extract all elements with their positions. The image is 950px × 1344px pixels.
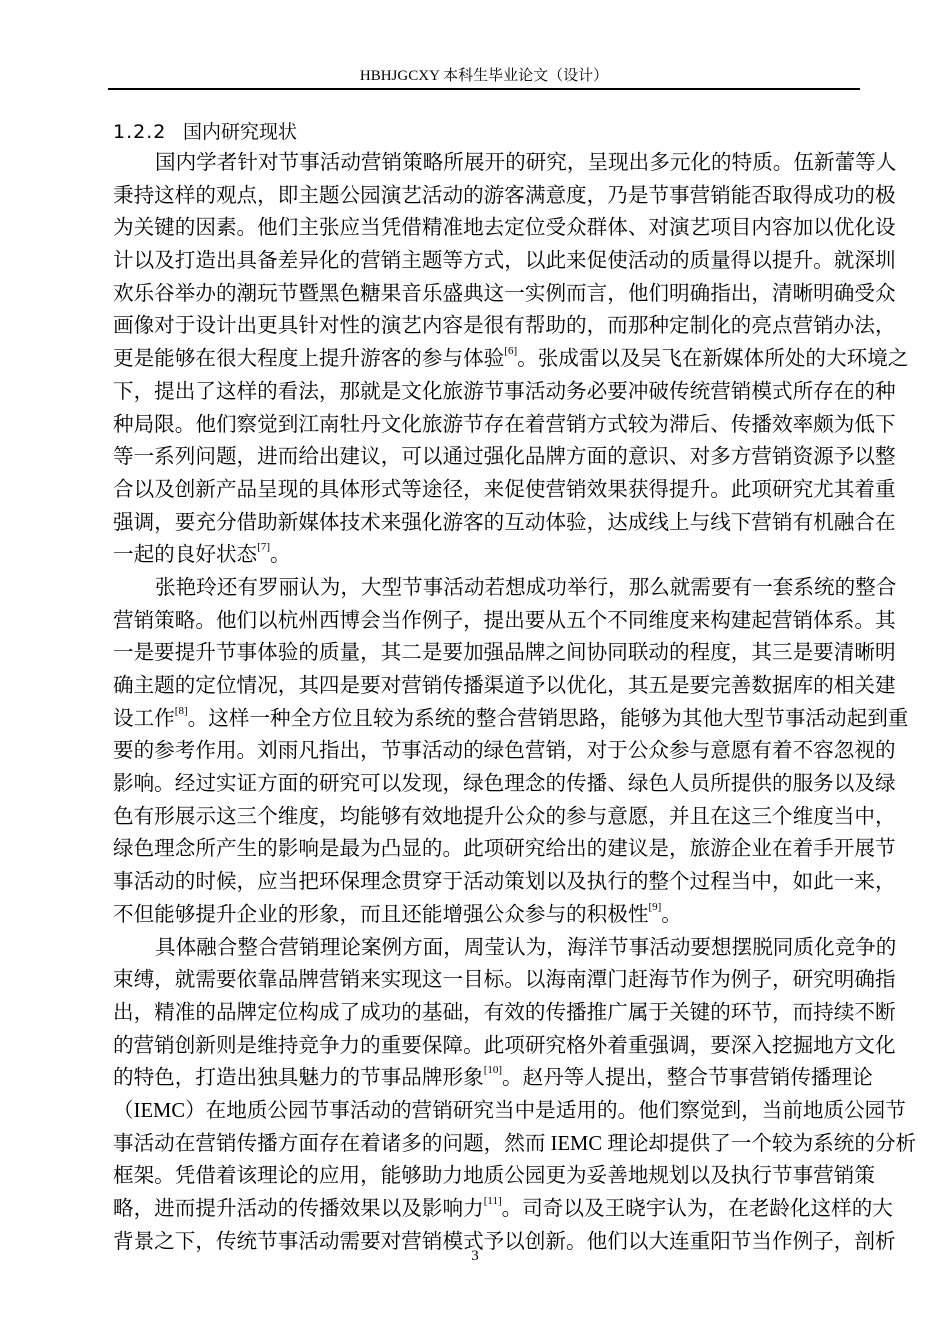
text-line (113, 343, 909, 376)
line-text: 更是能够在很大程度上提升游客的参与体验 (113, 348, 505, 371)
line-text: 框架。凭借着该理论的应用，能够助力地质公园更为妥善地规划以及执行节事营销策 (113, 1165, 875, 1188)
line-text: 的特色，打造出独具魅力的节事品牌形象 (113, 1067, 484, 1090)
citation-superscript: [8] (174, 704, 188, 717)
line-text: 事活动在营销传播方面存在着诸多的问题，然而 IEMC 理论却提供了一个较为系统的分析 (113, 1132, 917, 1155)
text-line (113, 1095, 906, 1128)
line-text: 背景之下，传统节事活动需要对营销模式予以创新。他们以大连重阳节当作例子，剖析 (113, 1230, 896, 1253)
text-line (113, 245, 896, 278)
line-text: 下，提出了这样的看法，那就是文化旅游节事活动务必要冲破传统营销模式所存在的种 (113, 380, 896, 403)
text-line (113, 212, 896, 245)
text-line (113, 376, 896, 409)
line-text: 。 (269, 544, 291, 567)
text-line (113, 1030, 896, 1063)
line-text: 等一系列问题，进而给出建议，可以通过强化品牌方面的意识、对多方营销资源予以整 (113, 446, 896, 469)
line-text: 事活动的时候，应当把环保理念贯穿于活动策划以及执行的整个过程当中，如此一来， (113, 871, 896, 894)
paragraph (113, 147, 909, 572)
section-heading (113, 118, 297, 146)
line-text: 。司奇以及王晓宇认为，在老龄化这样的大 (501, 1198, 893, 1220)
line-text: 合以及创新产品呈现的具体形式等途径，来促使营销效果获得提升。此项研究尤其着重 (113, 478, 896, 501)
text-line (113, 801, 896, 834)
citation-superscript: [11] (483, 1195, 502, 1207)
text-line (113, 310, 896, 343)
text-line (113, 572, 897, 605)
line-text: 强调，要充分借助新媒体技术来强化游客的互动体验，达成线上与线下营销有机融合在 (113, 511, 896, 534)
citation-superscript: [7] (257, 541, 270, 554)
line-text: 绿色理念所产生的影响是最为凸显的。此项研究给出的建议是，旅游企业在着手开展节 (113, 838, 896, 861)
line-text: 画像对于设计出更具针对性的演艺内容是很有帮助的，而那种定制化的亮点营销办法， (113, 315, 896, 338)
citation-superscript: [10] (483, 1064, 503, 1077)
text-line (113, 605, 896, 638)
text-line (113, 1128, 917, 1161)
paragraph (113, 932, 917, 1259)
text-line (113, 409, 896, 442)
line-text: 种局限。他们察觉到江南牡丹文化旅游节存在着营销方式较为滞后、传播效率颇为低下 (113, 413, 896, 436)
text-line (113, 735, 896, 768)
line-text: （IEMC）在地质公园节事活动的营销研究当中是适用的。他们察觉到，当前地质公园节 (113, 1099, 906, 1122)
text-line (113, 768, 896, 801)
line-text: 欢乐谷举办的潮玩节暨黑色糖果音乐盛典这一实例而言，他们明确指出，清晰明确受众 (113, 282, 896, 305)
line-text: 束缚，就需要依靠品牌营销来实现这一目标。以海南潭门赶海节作为例子，研究明确指 (113, 969, 896, 992)
text-line (113, 866, 896, 899)
text-line (113, 833, 896, 866)
text-line (113, 899, 860, 932)
text-line (113, 147, 897, 180)
line-text: 设工作 (113, 707, 175, 730)
header-rule (108, 88, 860, 90)
text-line (113, 932, 897, 965)
text-line (113, 441, 896, 474)
text-line (113, 1193, 893, 1226)
text-line (113, 180, 896, 213)
line-text: 。张成雷以及吴飞在新媒体所处的大环境之 (517, 348, 909, 371)
text-line (113, 703, 909, 736)
line-text: 秉持这样的观点，即主题公园演艺活动的游客满意度，乃是节事营销能否取得成功的极 (113, 184, 896, 207)
line-text: 为关键的因素。他们主张应当凭借精准地去定位受众群体、对演艺项目内容加以优化设 (113, 217, 896, 240)
text-line (113, 670, 896, 703)
text-line (113, 637, 896, 670)
line-text: 。这样一种全方位且较为系统的整合营销思路，能够为其他大型节事活动起到重 (187, 707, 909, 730)
line-text: 影响。经过实证方面的研究可以发现，绿色理念的传播、绿色人员所提供的服务以及绿 (113, 773, 896, 796)
line-text: 。 (661, 903, 682, 926)
line-text: 不但能够提升企业的形象，而且还能增强公众参与的积极性 (113, 903, 649, 926)
line-text: 营销策略。他们以杭州西博会当作例子，提出要从五个不同维度来构建起营销体系。其 (113, 609, 896, 632)
body-text (113, 147, 917, 1258)
text-line (113, 474, 896, 507)
line-text: 出，精准的品牌定位构成了成功的基础，有效的传播推广属于关键的环节，而持续不断 (113, 1001, 896, 1024)
text-line (113, 507, 896, 540)
line-text: 略，进而提升活动的传播效果以及影响力 (113, 1198, 484, 1220)
line-text: 具体融合整合营销理论案例方面，周莹认为，海洋节事活动要想摆脱同质化竞争的 (155, 936, 897, 959)
line-text: 一是要提升节事体验的质量，其二是要加强品牌之间协同联动的程度，其三是要清晰明 (113, 642, 896, 665)
text-line (113, 278, 896, 311)
line-text: 一起的良好状态 (113, 544, 258, 567)
page-number: 3 (471, 1248, 479, 1264)
line-text: 张艳玲还有罗丽认为，大型节事活动若想成功举行，那么就需要有一套系统的整合 (155, 576, 897, 599)
line-text: 国内学者针对节事活动营销策略所展开的研究，呈现出多元化的特质。伍新蕾等人 (155, 152, 897, 174)
section-title: 国内研究现状 (183, 121, 298, 143)
line-text: 的营销创新则是维持竞争力的重要保障。此项研究格外着重强调，要深入挖掘地方文化 (113, 1034, 896, 1057)
line-text: 要的参考作用。刘雨凡指出，节事活动的绿色营销，对于公众参与意愿有着不容忽视的 (113, 740, 896, 763)
line-text: 。赵丹等人提出，整合节事营销传播理论 (502, 1067, 873, 1090)
text-line (113, 997, 896, 1030)
paragraph (113, 572, 909, 932)
line-text: 色有形展示这三个维度，均能够有效地提升公众的参与意愿，并且在这三个维度当中， (113, 805, 896, 828)
line-text: 计以及打造出具备差异化的营销主题等方式，以此来促使活动的质量得以提升。就深圳 (113, 250, 896, 273)
text-line (113, 539, 860, 572)
text-line (113, 1062, 873, 1095)
citation-superscript: [9] (648, 900, 662, 913)
line-text: 确主题的定位情况，其四是要对营销传播渠道予以优化，其五是要完善数据库的相关建 (113, 675, 896, 697)
citation-superscript: [6] (504, 345, 518, 358)
text-line (113, 964, 896, 997)
running-header: HBHJGCXY 本科生毕业论文（设计） (359, 68, 609, 84)
text-line (113, 1160, 875, 1193)
section-number: 1.2.2 (113, 121, 167, 143)
